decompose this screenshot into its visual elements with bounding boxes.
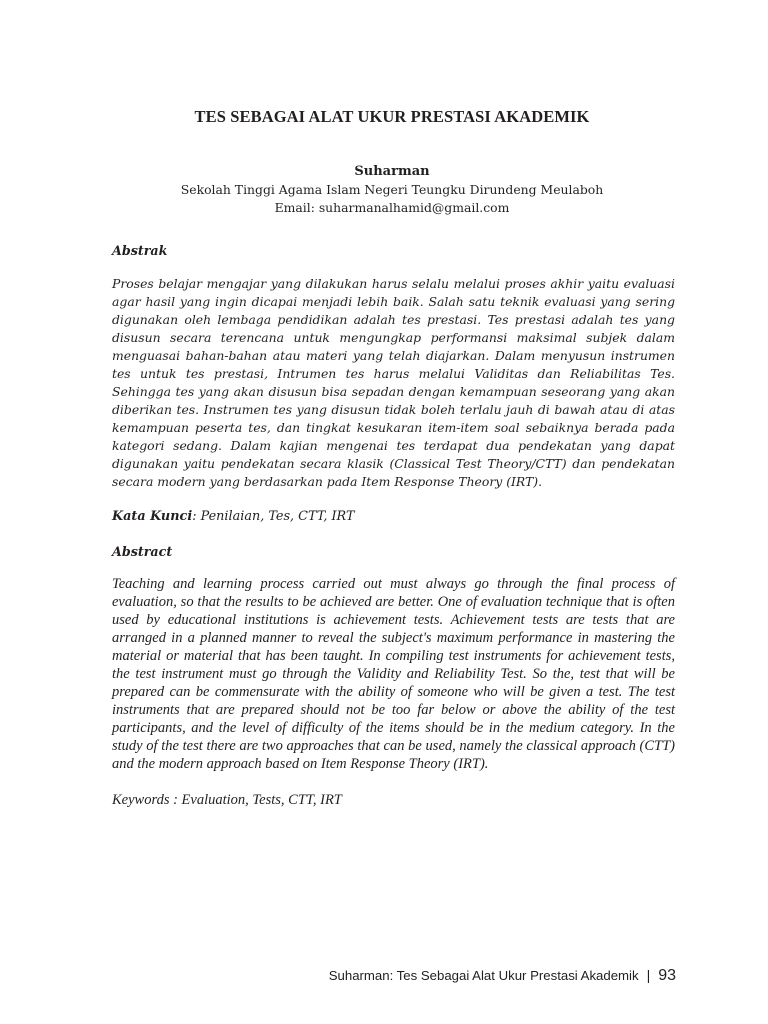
author-email: Email: suharmanalhamid@gmail.com — [274, 200, 510, 215]
author-name: Suharman — [354, 164, 430, 179]
running-head: Suharman: Tes Sebagai Alat Ukur Prestasi Akademik — [328, 968, 639, 983]
author-block — [0, 163, 768, 217]
kata-kunci — [112, 508, 675, 526]
kata-kunci-label: Kata Kunci — [112, 508, 193, 524]
page-number: 93 — [658, 967, 676, 984]
abstrak-heading: Abstrak — [112, 243, 168, 258]
abstrak-paragraph: Proses belajar mengajar yang dilakukan harus selalu melalui proses akhir yaitu evaluasi agar hasil yang ingin dicapai menjadi lebih baik. Salah satu teknik evaluasi yang sering digunakan oleh lembaga pendidikan adalah tes prestasi. Tes prestasi adalah tes yang disusun secara terencana untuk mengungkap performansi maksimal subjek dalam menguasai bahan-bahan atau materi yang telah diajarkan. Dalam menyusun instrumen tes untuk tes prestasi, Intrumen tes harus melalui Validitas dan Reliabilitas Tes. Sehingga tes yang akan disusun bisa sepadan dengan kemampuan seseorang yang akan diberikan tes. Instrumen tes yang disusun tidak boleh terlalu jauh di bawah atau di atas kemampuan peserta tes, dan tingkat kesukaran item-item soal sebaiknya berada pada kategori sedang. Dalam kajian mengenai tes terdapat dua pendekatan yang dapat digunakan yaitu pendekatan secara klasik (Classical Test Theory/CTT) dan pendekatan secara modern yang berdasarkan pada Item Response Theory (IRT). — [112, 275, 675, 489]
footer-divider: | — [646, 967, 651, 983]
abstract-content — [112, 242, 675, 810]
abstract-heading: Abstract — [112, 543, 173, 559]
abstract-paragraph: Teaching and learning process carried out must always go through the final process of evaluation, so that the results to be achieved are better. One of evaluation technique that is often used by educational institutions is achievement tests. Achievement tests are tests that are arranged in a planned manner to reveal the subject's maximum performance in mastering the material or material that has been taught. In compiling test instruments for achievement tests, the test instrument must go through the Validity and Reliability Test. So the, test that will be prepared can be commensurate with the ability of someone who will be given a test. The test instruments that are prepared should not be too far below or above the ability of the test participants, and the level of difficulty of the items should be in the medium category. In the study of the test there are two approaches that can be used, namely the classical approach (CTT) and the modern approach based on Item Response Theory (IRT). — [112, 576, 675, 773]
author-affiliation: Sekolah Tinggi Agama Islam Negeri Teungku Dirundeng Meulaboh — [180, 182, 604, 197]
page-footer — [0, 963, 676, 988]
keywords-english: Keywords : Evaluation, Tests, CTT, IRT — [112, 792, 342, 809]
paper-title: TES SEBAGAI ALAT UKUR PRESTASI AKADEMIK — [194, 107, 590, 126]
kata-kunci-value: : Penilaian, Tes, CTT, IRT — [192, 508, 355, 524]
